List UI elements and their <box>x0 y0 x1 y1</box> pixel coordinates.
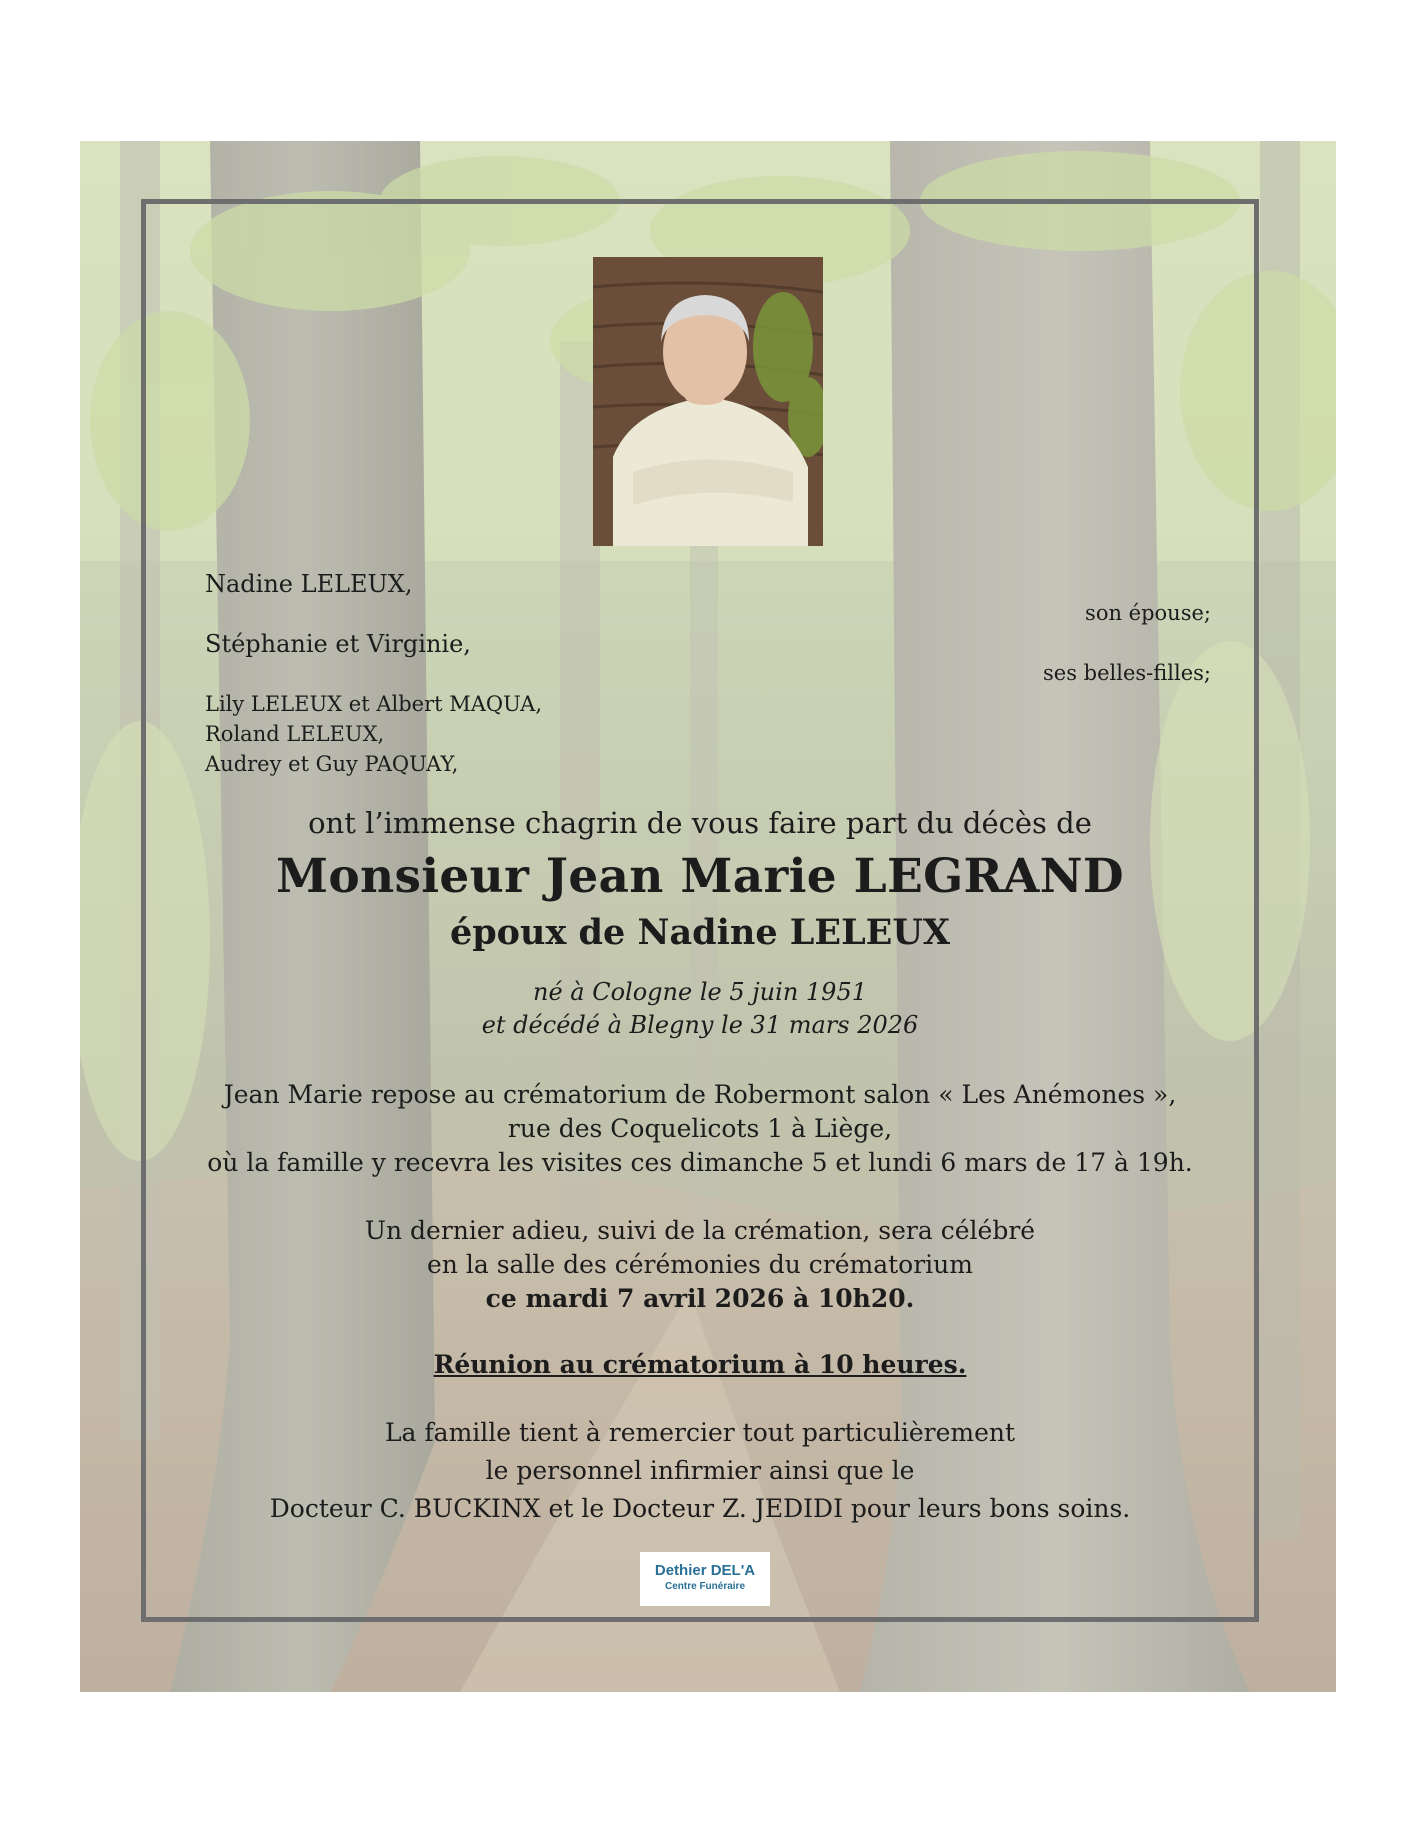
thanks-line: le personnel infirmier ainsi que le <box>485 1456 915 1485</box>
announcement-intro: ont l’immense chagrin de vous faire part du décès de <box>308 806 1092 840</box>
logo-title: Dethier DEL'A <box>654 1562 756 1579</box>
family-spouse-name: Nadine LELEUX, <box>205 570 413 598</box>
meeting-notice: Réunion au crématorium à 10 heures. <box>433 1350 967 1379</box>
spouse-of: époux de Nadine LELEUX <box>449 912 951 953</box>
visitation-line: Jean Marie repose au crématorium de Robermont salon « Les Anémones », <box>223 1080 1177 1109</box>
death-line: et décédé à Blegny le 31 mars 2026 <box>481 1011 919 1039</box>
logo-subtitle: Centre Funéraire <box>664 1581 746 1592</box>
visitation-line: rue des Coquelicots 1 à Liège, <box>507 1114 893 1143</box>
visitation-line: où la famille y recevra les visites ces dimanche 5 et lundi 6 mars de 17 à 19h. <box>207 1148 1193 1177</box>
deceased-name: Monsieur Jean Marie LEGRAND <box>276 849 1124 904</box>
funeral-home-logo <box>640 1552 770 1606</box>
family-relative: Lily LELEUX et Albert MAQUA, <box>205 692 543 716</box>
ceremony-line: Un dernier adieu, suivi de la crémation, sera célébré <box>364 1216 1036 1245</box>
portrait-photo <box>593 257 823 546</box>
family-spouse-relation: son épouse; <box>1085 601 1211 625</box>
ceremony-line: en la salle des cérémonies du crématorium <box>427 1250 973 1279</box>
family-relative: Roland LELEUX, <box>205 722 385 746</box>
ceremony-date: ce mardi 7 avril 2026 à 10h20. <box>485 1284 915 1313</box>
family-relative: Audrey et Guy PAQUAY, <box>205 752 459 776</box>
family-daughters-in-law: Stéphanie et Virginie, <box>205 630 471 658</box>
birth-line: né à Cologne le 5 juin 1951 <box>533 978 867 1006</box>
family-daughters-in-law-relation: ses belles-filles; <box>1043 661 1211 685</box>
thanks-line: La famille tient à remercier tout particulièrement <box>384 1418 1016 1447</box>
thanks-line: Docteur C. BUCKINX et le Docteur Z. JEDIDI pour leurs bons soins. <box>269 1494 1131 1523</box>
